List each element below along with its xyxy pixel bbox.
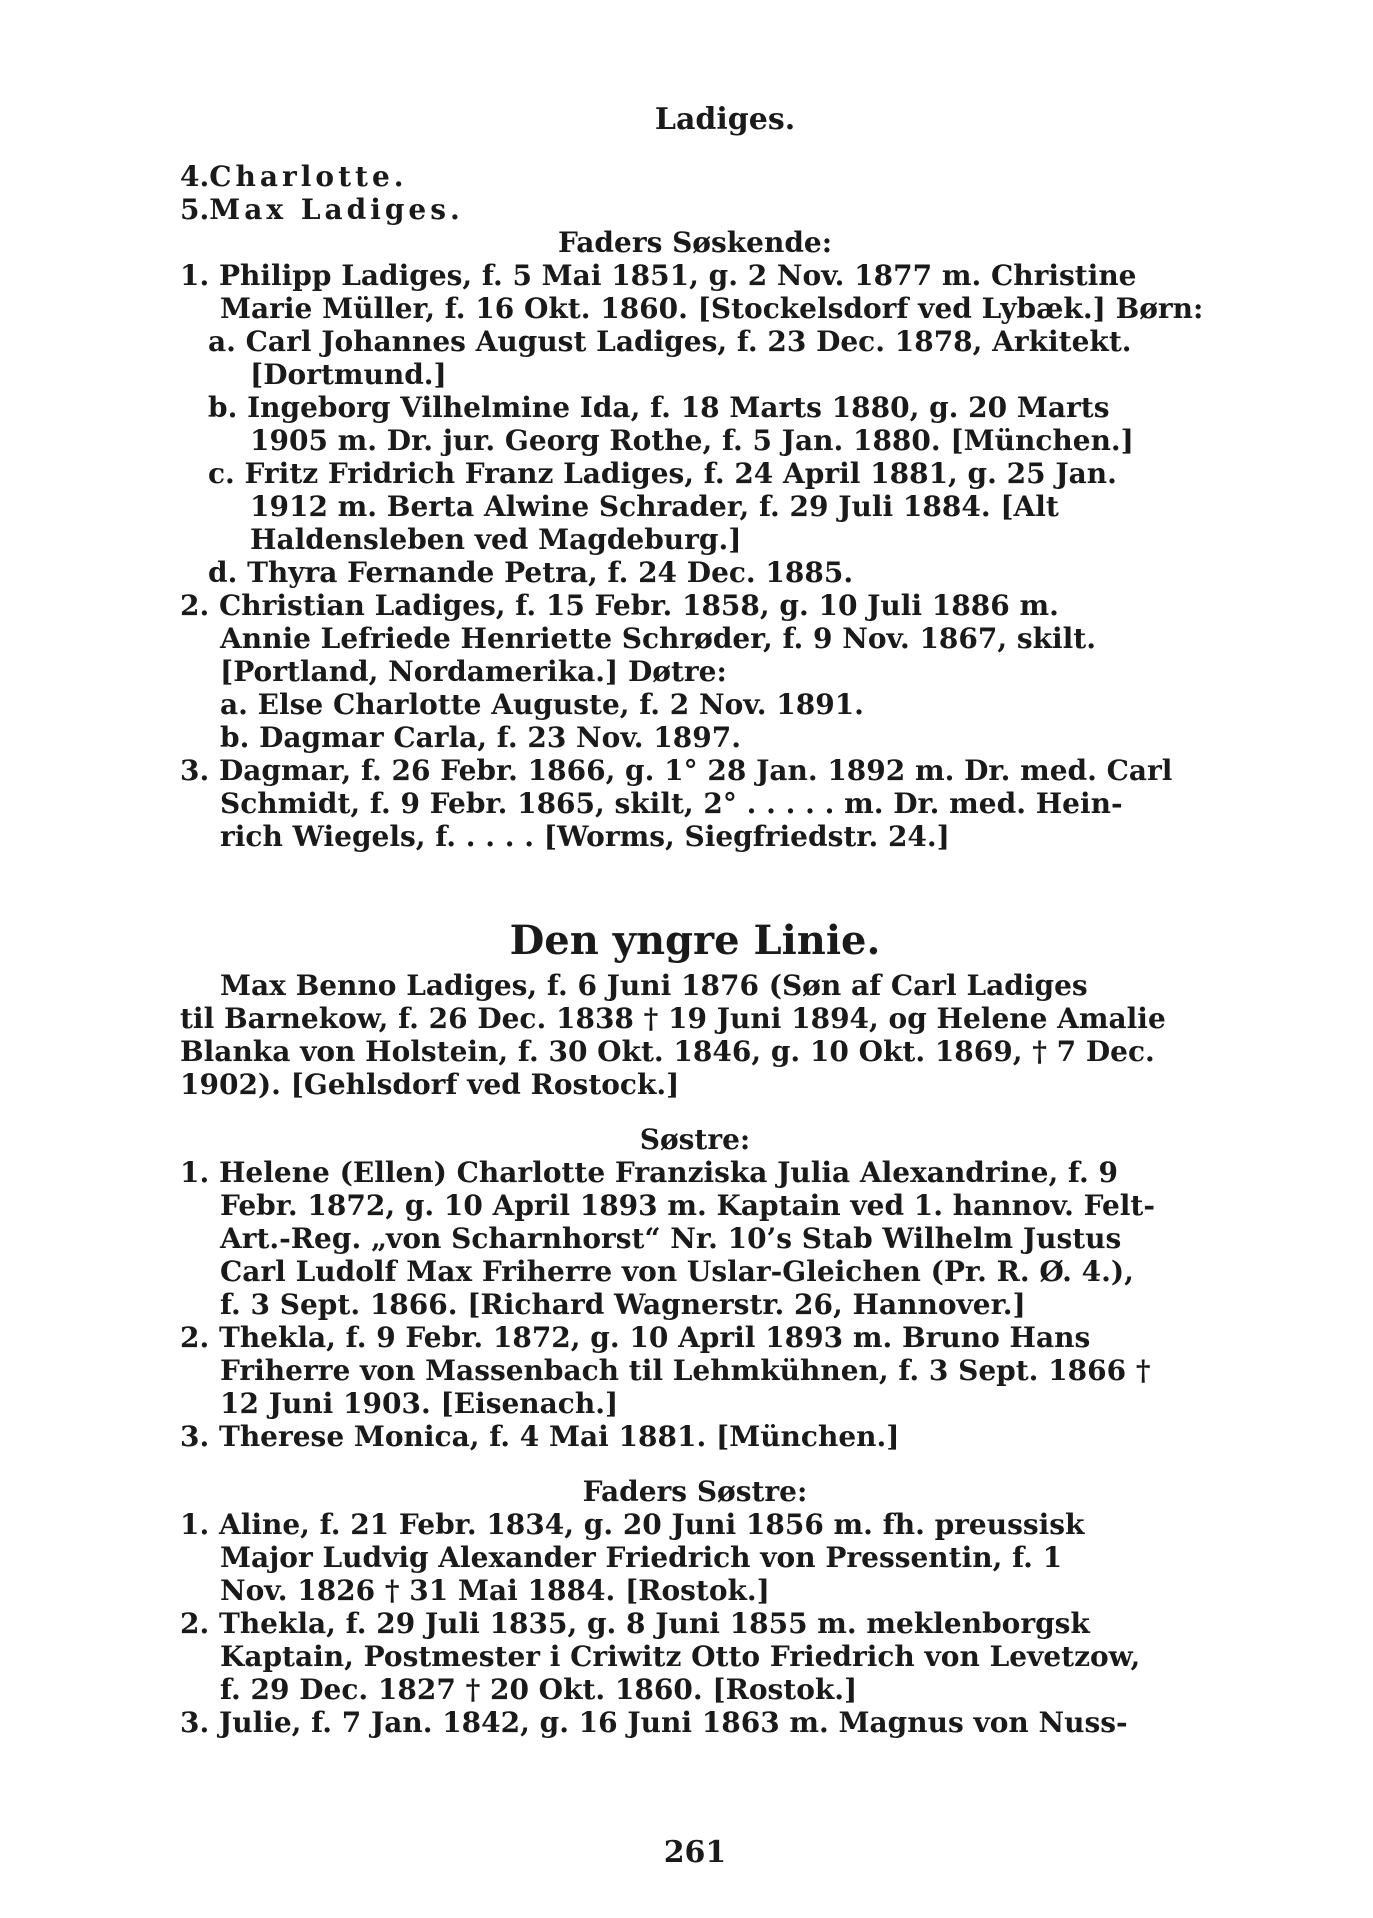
running-head: Ladiges. xyxy=(654,102,796,137)
book-page xyxy=(180,100,1210,1890)
text-block-faders-sostre xyxy=(180,1508,1210,1739)
spacer xyxy=(180,1453,1210,1475)
text-line: [Portland, Nordamerika.] Døtre: xyxy=(220,655,727,688)
text-line: Schmidt, f. 9 Febr. 1865, skilt, 2° . . . . . m. Dr. med. Hein- xyxy=(220,787,1123,820)
list-item: 4.Charlotte. xyxy=(180,160,408,193)
text-line: Max Benno Ladiges, f. 6 Juni 1876 (Søn af Carl Ladiges xyxy=(220,969,1088,1002)
text-line: 2. Thekla, f. 9 Febr. 1872, g. 10 April 1893 m. Bruno Hans xyxy=(180,1321,1091,1354)
text-line: 1. Philipp Ladiges, f. 5 Mai 1851, g. 2 Nov. 1877 m. Christine xyxy=(180,259,1137,292)
text-line: b. Ingeborg Vilhelmine Ida, f. 18 Marts 1880, g. 20 Marts xyxy=(208,391,1110,424)
text-line: 1905 m. Dr. jur. Georg Rothe, f. 5 Jan. 1880. [München.] xyxy=(250,424,1134,457)
subheading-sostre: Søstre: xyxy=(639,1123,751,1156)
text-line: 2. Thekla, f. 29 Juli 1835, g. 8 Juni 1855 m. meklenborgsk xyxy=(180,1607,1090,1640)
text-line: Annie Lefriede Henriette Schrøder, f. 9 Nov. 1867, skilt. xyxy=(220,622,1096,655)
page-number: 261 xyxy=(663,1835,727,1870)
text-line: 1902). [Gehlsdorf ved Rostock.] xyxy=(180,1068,680,1101)
text-line: Kaptain, Postmester i Criwitz Otto Friedrich von Levetzow, xyxy=(220,1640,1141,1673)
text-line: 12 Juni 1903. [Eisenach.] xyxy=(220,1387,619,1420)
text-line: til Barnekow, f. 26 Dec. 1838 † 19 Juni 1894, og Helene Amalie xyxy=(180,1002,1166,1035)
text-block-den-yngre-linie xyxy=(180,969,1210,1101)
text-line: f. 29 Dec. 1827 † 20 Okt. 1860. [Rostok.] xyxy=(220,1673,858,1706)
subheading-faders-sostre: Faders Søstre: xyxy=(582,1475,808,1508)
text-block-sostre xyxy=(180,1156,1210,1453)
text-line: rich Wiegels, f. . . . . [Worms, Siegfriedstr. 24.] xyxy=(220,820,950,853)
spacer xyxy=(180,1101,1210,1123)
text-line: Carl Ludolf Max Friherre von Uslar-Gleichen (Pr. R. Ø. 4.), xyxy=(220,1255,1134,1288)
text-line: [Dortmund.] xyxy=(250,358,447,391)
text-line: a. Else Charlotte Auguste, f. 2 Nov. 1891. xyxy=(220,688,864,721)
text-line: c. Fritz Fridrich Franz Ladiges, f. 24 April 1881, g. 25 Jan. xyxy=(208,457,1117,490)
text-line: 3. Therese Monica, f. 4 Mai 1881. [München.] xyxy=(180,1420,900,1453)
text-line: 3. Julie, f. 7 Jan. 1842, g. 16 Juni 1863 m. Magnus von Nuss- xyxy=(180,1706,1128,1739)
text-line: d. Thyra Fernande Petra, f. 24 Dec. 1885. xyxy=(208,556,854,589)
text-line: 1. Aline, f. 21 Febr. 1834, g. 20 Juni 1856 m. fh. preussisk xyxy=(180,1508,1085,1541)
text-line: Marie Müller, f. 16 Okt. 1860. [Stockelsdorf ved Lybæk.] Børn: xyxy=(220,292,1204,325)
subheading-faders-soskende: Faders Søskende: xyxy=(557,226,833,259)
list-item: 5.Max Ladiges. xyxy=(180,193,464,226)
text-line: Febr. 1872, g. 10 April 1893 m. Kaptain ved 1. hannov. Felt- xyxy=(220,1189,1155,1222)
text-line: 1. Helene (Ellen) Charlotte Franziska Julia Alexandrine, f. 9 xyxy=(180,1156,1118,1189)
text-line: f. 3 Sept. 1866. [Richard Wagnerstr. 26, Hannover.] xyxy=(220,1288,1026,1321)
text-line: a. Carl Johannes August Ladiges, f. 23 Dec. 1878, Arkitekt. xyxy=(208,325,1132,358)
text-line: Nov. 1826 † 31 Mai 1884. [Rostok.] xyxy=(220,1574,770,1607)
text-line: Major Ludvig Alexander Friedrich von Pressentin, f. 1 xyxy=(220,1541,1063,1574)
text-line: Haldensleben ved Magdeburg.] xyxy=(250,523,742,556)
text-line: 2. Christian Ladiges, f. 15 Febr. 1858, g. 10 Juli 1886 m. xyxy=(180,589,1059,622)
text-block-faders-soskende xyxy=(180,259,1210,853)
section-heading: Den yngre Linie. xyxy=(509,917,881,964)
text-line: Friherre von Massenbach til Lehmkühnen, f. 3 Sept. 1866 † xyxy=(220,1354,1151,1387)
text-line: 3. Dagmar, f. 26 Febr. 1866, g. 1° 28 Jan. 1892 m. Dr. med. Carl xyxy=(180,754,1173,787)
text-line: Art.-Reg. „von Scharnhorst“ Nr. 10’s Stab Wilhelm Justus xyxy=(220,1222,1122,1255)
text-line: 1912 m. Berta Alwine Schrader, f. 29 Juli 1884. [Alt xyxy=(250,490,1059,523)
text-line: b. Dagmar Carla, f. 23 Nov. 1897. xyxy=(220,721,741,754)
text-line: Blanka von Holstein, f. 30 Okt. 1846, g. 10 Okt. 1869, † 7 Dec. xyxy=(180,1035,1155,1068)
